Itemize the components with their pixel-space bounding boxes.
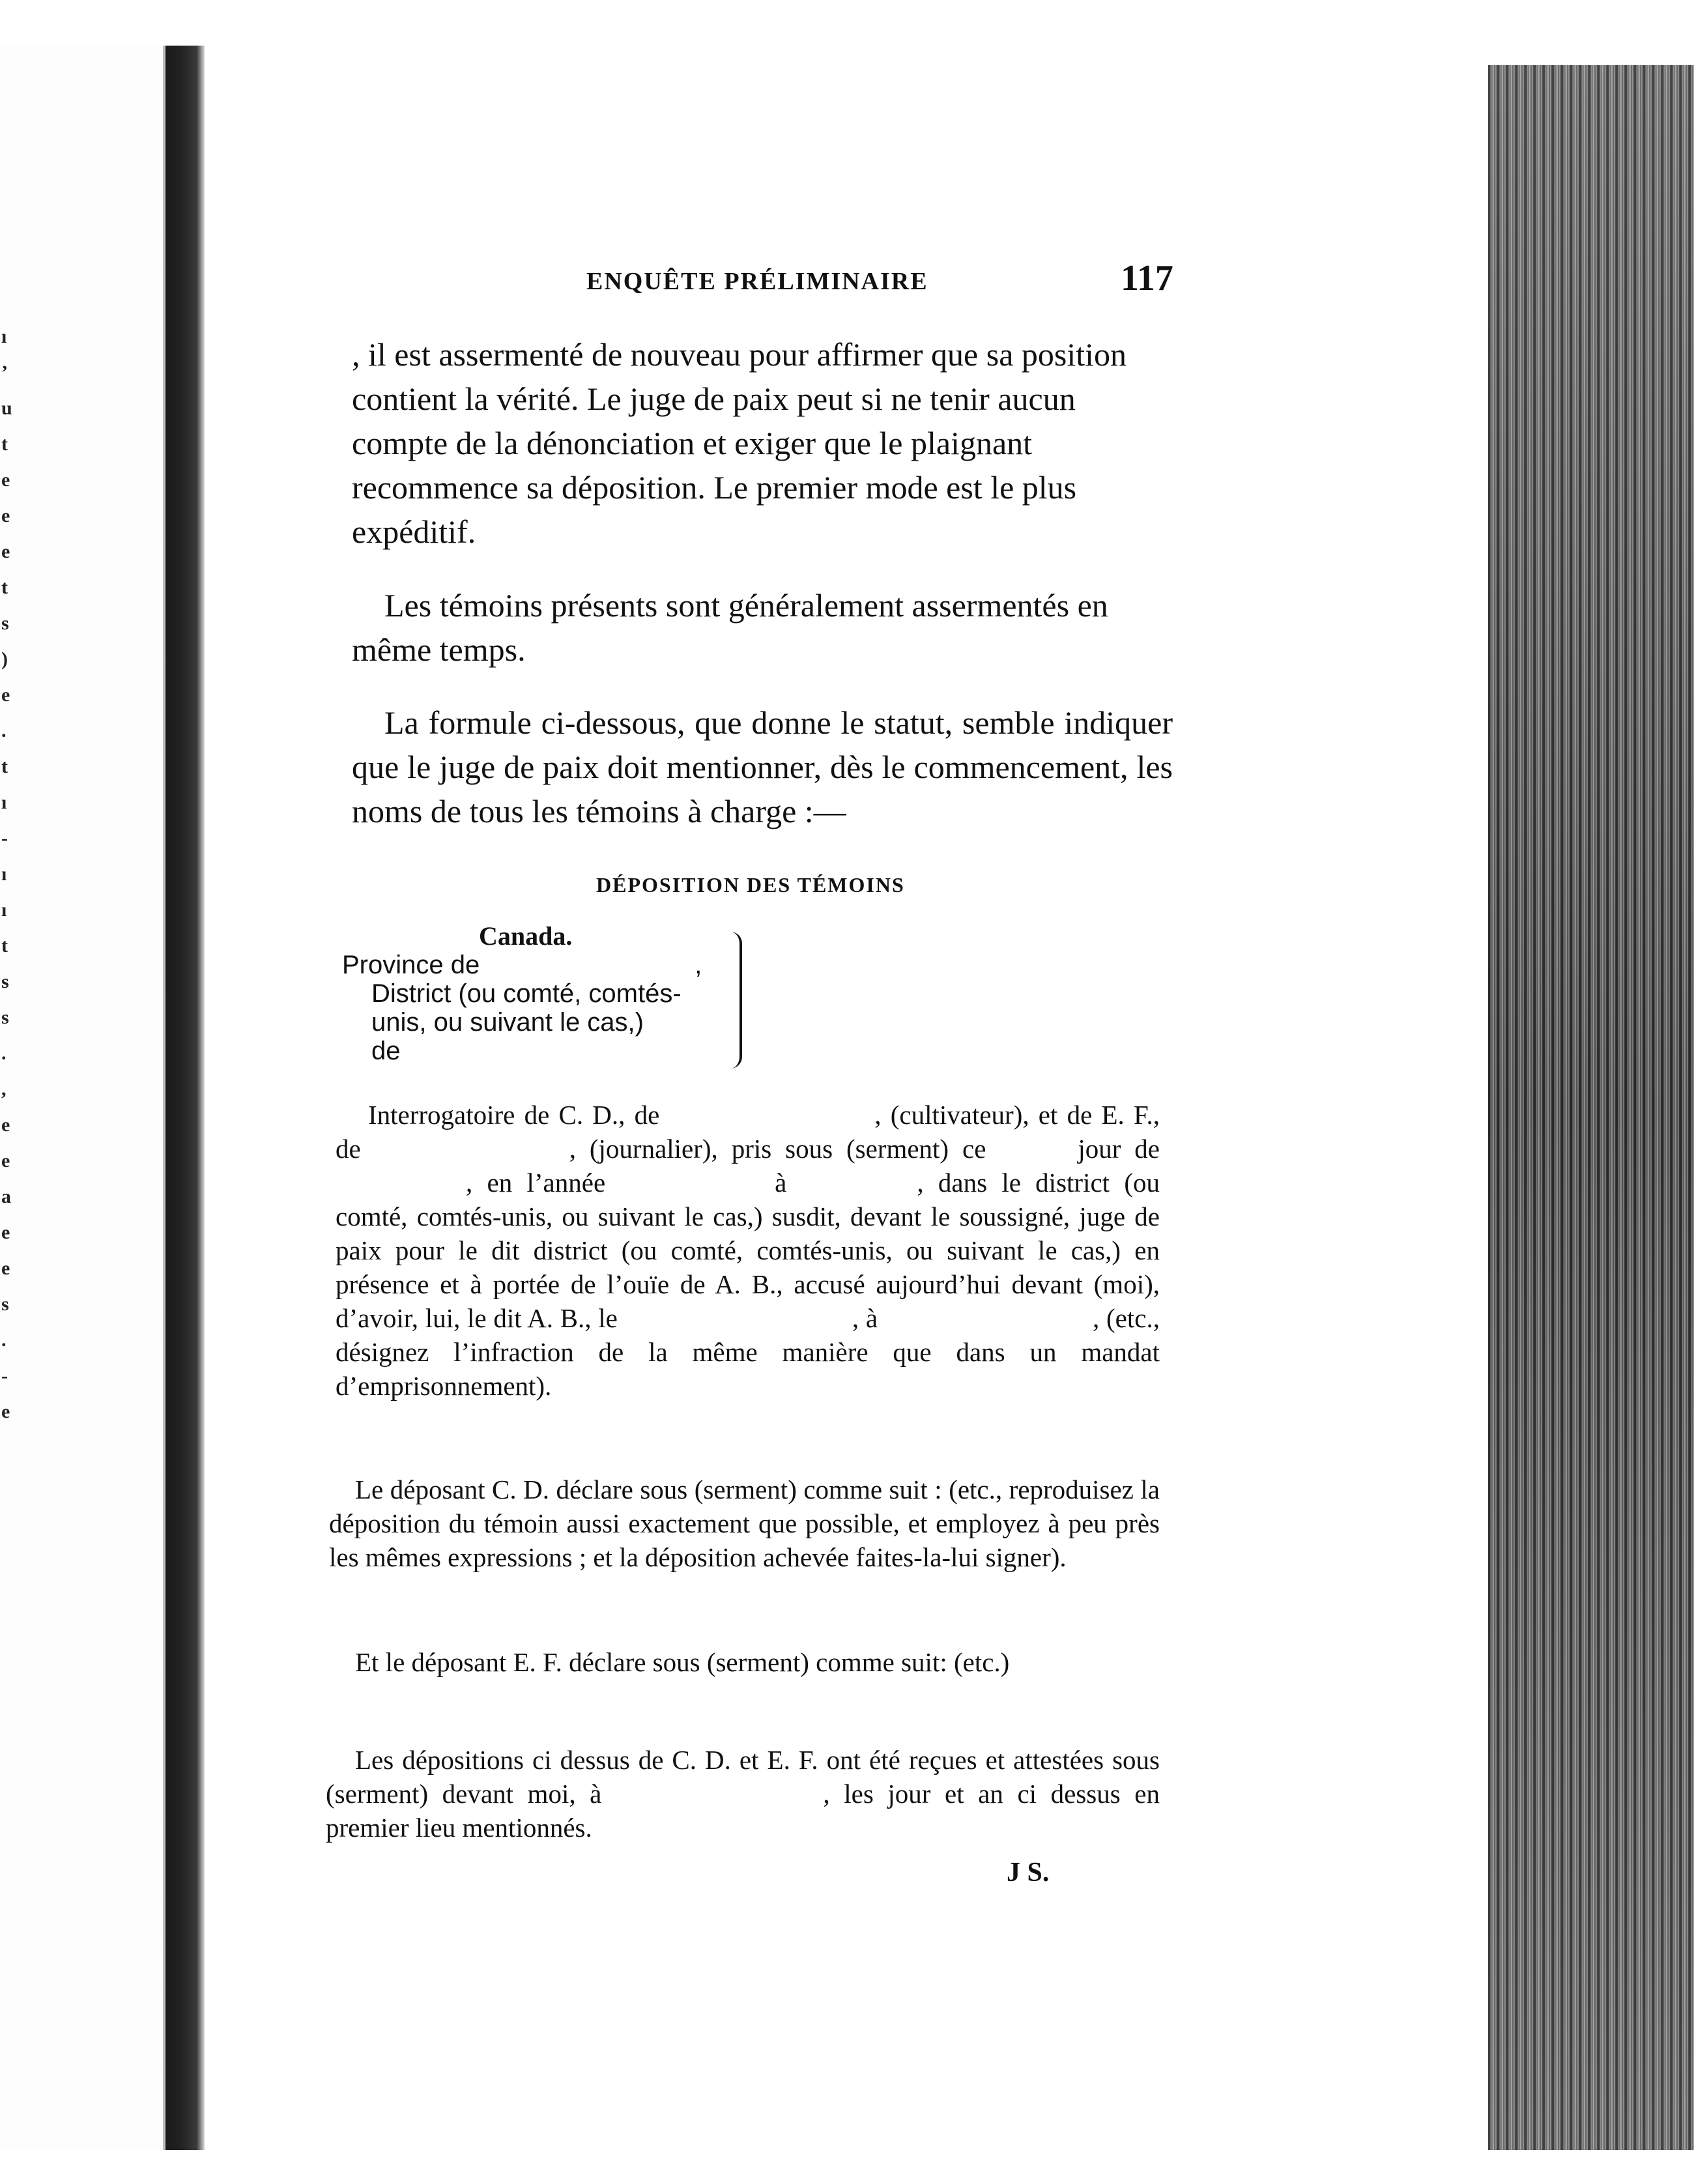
- venue-unis: unis, ou suivant le cas,): [371, 1008, 644, 1037]
- facing-page-fragment: ’: [1, 362, 8, 383]
- facing-page-fragment: .: [1, 720, 7, 741]
- form-text: Les dépositions ci dessus de C. D. et E. F. ont été reçues et attestées sous (serment) devant moi, à: [326, 1745, 1160, 1809]
- facing-page-fragment: -: [1, 827, 8, 849]
- form-venue-header: [342, 922, 733, 1065]
- facing-page-fragment: ı: [1, 863, 7, 885]
- facing-page-fragment: e: [1, 684, 10, 706]
- facing-page-fragment: s: [1, 1007, 9, 1028]
- facing-page-fragment: ı: [1, 326, 7, 347]
- page-edges-shading: [1488, 65, 1694, 2150]
- venue-de: de: [371, 1037, 401, 1065]
- form-text: , dans le district (ou comté, comtés-unis, ou suivant le cas,) susdit, devant le soussigné, juge de paix pour le dit district (ou comté, comtés-unis, ou suivant le cas,) en présence et à portée de l’ouïe de A. B., accusé aujourd’hui devant (moi), d’avoir, lui, le dit A. B., le: [336, 1168, 1160, 1333]
- book-gutter: [165, 46, 205, 2150]
- bottom-margin: [0, 2150, 1694, 2184]
- facing-page-fragment: s: [1, 1293, 9, 1315]
- form-text: , (journalier), pris sous (serment) ce: [569, 1134, 986, 1164]
- venue-province: Province de: [342, 951, 480, 979]
- facing-page-fragment: e: [1, 1222, 10, 1243]
- form-deposant-ef: Et le déposant E. F. déclare sous (serment) comme suit: (etc.): [355, 1647, 1010, 1677]
- facing-page-fragment: ı: [1, 792, 7, 813]
- form-text: jour de: [1078, 1134, 1160, 1164]
- venue-district: District (ou comté, comtés-: [371, 979, 682, 1008]
- venue-comma: ,: [695, 951, 702, 979]
- facing-page-fragment: a: [1, 1186, 11, 1207]
- facing-page-fragment: e: [1, 1114, 10, 1136]
- facing-page-fragment: e: [1, 469, 10, 491]
- facing-page-fragment: e: [1, 1150, 10, 1171]
- form-interrogatoire: [336, 1098, 1160, 1403]
- form-text: , (etc., désignez l’infraction de la même manière que dans un mandat d’emprisonnement).: [336, 1303, 1160, 1401]
- form-deposant-cd: Le déposant C. D. déclare sous (serment) comme suit : (etc., reproduisez la déposition du témoin aussi exactement que possible, et employez à peu près les mêmes expressions ; et la déposition achevée faites-la-lui signer).: [329, 1474, 1160, 1572]
- facing-page-fragment: .: [1, 1329, 7, 1351]
- facing-page-fragment: e: [1, 505, 10, 526]
- form-attestation: [326, 1743, 1160, 1845]
- facing-page-fragment: t: [1, 433, 8, 455]
- facing-page-fragment: t: [1, 756, 8, 777]
- signature: J S.: [1007, 1858, 1050, 1888]
- facing-page-fragment: e: [1, 1257, 10, 1279]
- form-text: Interrogatoire de C. D., de: [368, 1100, 660, 1130]
- section-heading: DÉPOSITION DES TÉMOINS: [596, 873, 905, 897]
- facing-page-fragment: e: [1, 541, 10, 562]
- paragraph-form-intro: La formule ci-dessous, que donne le statut, semble indiquer que le juge de paix doit mentionner, dès le commencement, les noms de tous les témoins à charge :—: [352, 704, 1173, 829]
- form-text: , les jour et an ci dessus en premier lieu mentionnés.: [326, 1779, 1160, 1843]
- facing-page-fragment: s: [1, 971, 9, 992]
- venue-province-line: [342, 951, 733, 979]
- facing-page-fragment: ): [1, 648, 8, 670]
- form-text: , en l’année: [466, 1168, 606, 1198]
- facing-page-fragment: ,: [1, 1078, 7, 1100]
- facing-page-fragment: t: [1, 577, 8, 598]
- venue-country: Canada.: [479, 921, 573, 951]
- venue-brace: [720, 932, 742, 1069]
- facing-page-fragment: ı: [1, 899, 7, 921]
- facing-page-fragment: s: [1, 612, 9, 634]
- facing-page-edge: [0, 46, 165, 2150]
- facing-page-fragment: -: [1, 1365, 8, 1387]
- facing-page-fragment: t: [1, 935, 8, 956]
- facing-page-fragment: e: [1, 1401, 10, 1422]
- facing-page-fragment: .: [1, 1042, 7, 1064]
- form-text: , (cultivateur), et de E. F., de: [336, 1100, 1160, 1164]
- paragraph-witnesses-sworn: Les témoins présents sont généralement assermentés en même temps.: [352, 587, 1108, 668]
- form-text: à: [775, 1168, 787, 1198]
- facing-page-fragment: u: [1, 397, 12, 419]
- page-number: 117: [1121, 258, 1173, 298]
- paragraph-oath-continuation: , il est assermenté de nouveau pour affirmer que sa position contient la vérité. Le juge de paix peut si ne tenir aucun compte de la dénonciation et exiger que le plaignant recommence sa déposition. Le premier mode est le plus expéditif.: [352, 336, 1127, 550]
- running-head: ENQUÊTE PRÉLIMINAIRE: [586, 268, 928, 295]
- form-text: , à: [852, 1303, 878, 1333]
